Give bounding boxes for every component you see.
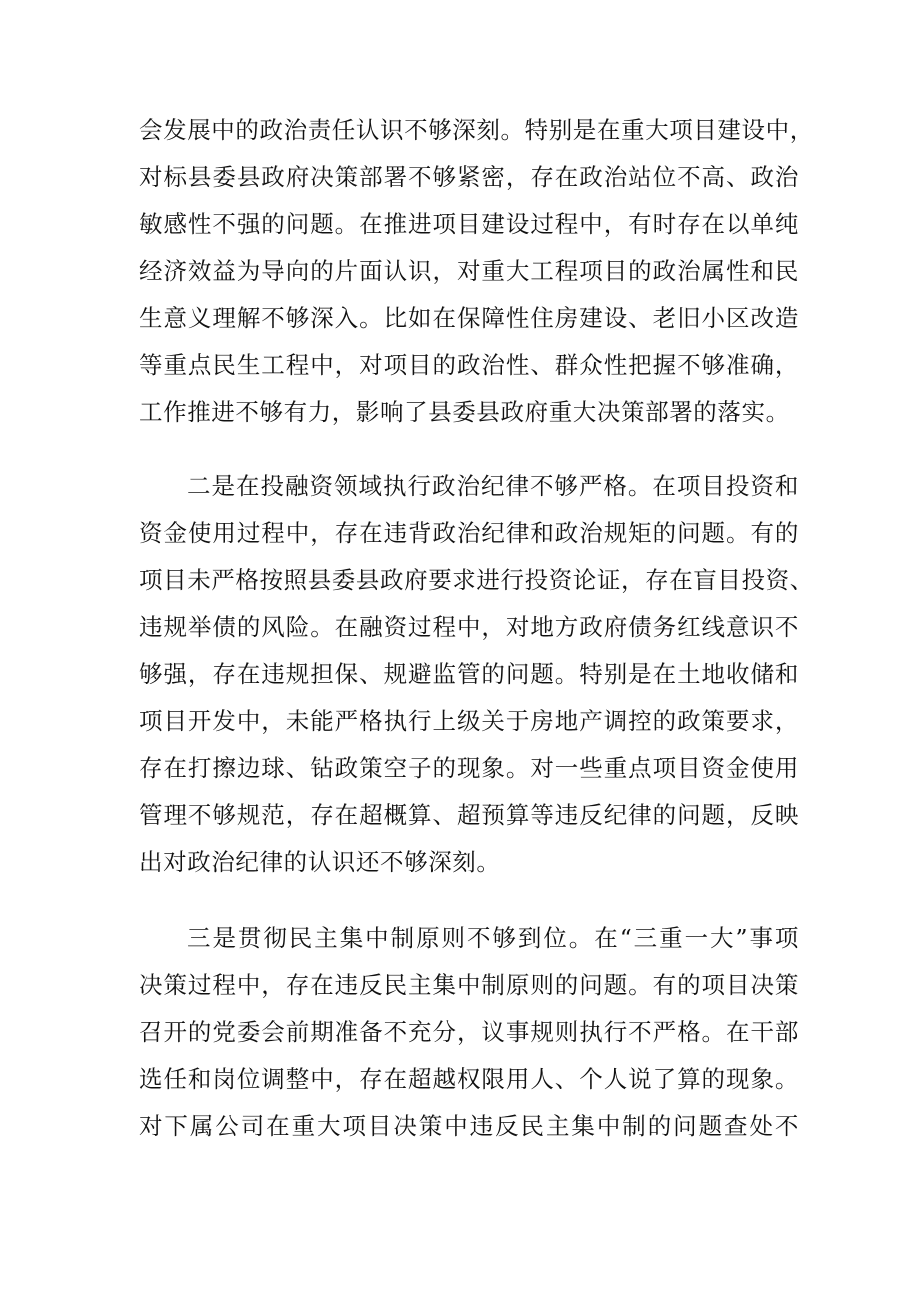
text-line: 对下属公司在重大项目决策中违反民主集中制的问题查处不	[139, 1112, 799, 1140]
text-line: 三是贯彻民主集中制原则不够到位。在“三重一大”事项	[187, 924, 799, 952]
text-line: 生意义理解不够深入。比如在保障性住房建设、老旧小区改造	[139, 304, 799, 332]
text-line: 工作推进不够有力，影响了县委县政府重大决策部署的落实。	[139, 398, 790, 426]
text-line: 经济效益为导向的片面认识，对重大工程项目的政治属性和民	[139, 257, 799, 285]
text-line: 管理不够规范，存在超概算、超预算等违反纪律的问题，反映	[139, 801, 799, 829]
text-line: 项目未严格按照县委县政府要求进行投资论证，存在盲目投资、	[139, 566, 814, 594]
paragraph-political-responsibility	[139, 107, 814, 436]
text-line: 决策过程中，存在违反民主集中制原则的问题。有的项目决策	[139, 971, 799, 999]
paragraph-democratic-centralism	[139, 915, 799, 1150]
text-line: 召开的党委会前期准备不充分，议事规则执行不严格。在干部	[139, 1018, 799, 1046]
text-line: 存在打擦边球、钻政策空子的现象。对一些重点项目资金使用	[139, 754, 799, 782]
paragraph-investment-discipline	[139, 463, 814, 886]
text-line: 敏感性不强的问题。在推进项目建设过程中，有时存在以单纯	[139, 210, 799, 238]
text-line: 够强，存在违规担保、规避监管的问题。特别是在土地收储和	[139, 660, 799, 688]
text-line: 等重点民生工程中，对项目的政治性、群众性把握不够准确，	[139, 351, 799, 379]
text-line: 会发展中的政治责任认识不够深刻。特别是在重大项目建设中，	[139, 116, 814, 144]
text-line: 选任和岗位调整中，存在超越权限用人、个人说了算的现象。	[139, 1065, 799, 1093]
text-line: 出对政治纪律的认识还不够深刻。	[139, 848, 501, 876]
text-line: 二是在投融资领域执行政治纪律不够严格。在项目投资和	[187, 472, 799, 500]
text-line: 项目开发中，未能严格执行上级关于房地产调控的政策要求，	[139, 707, 799, 735]
text-line: 资金使用过程中，存在违背政治纪律和政治规矩的问题。有的	[139, 519, 799, 547]
text-line: 违规举债的风险。在融资过程中，对地方政府债务红线意识不	[139, 613, 799, 641]
text-line: 对标县委县政府决策部署不够紧密，存在政治站位不高、政治	[139, 163, 799, 191]
